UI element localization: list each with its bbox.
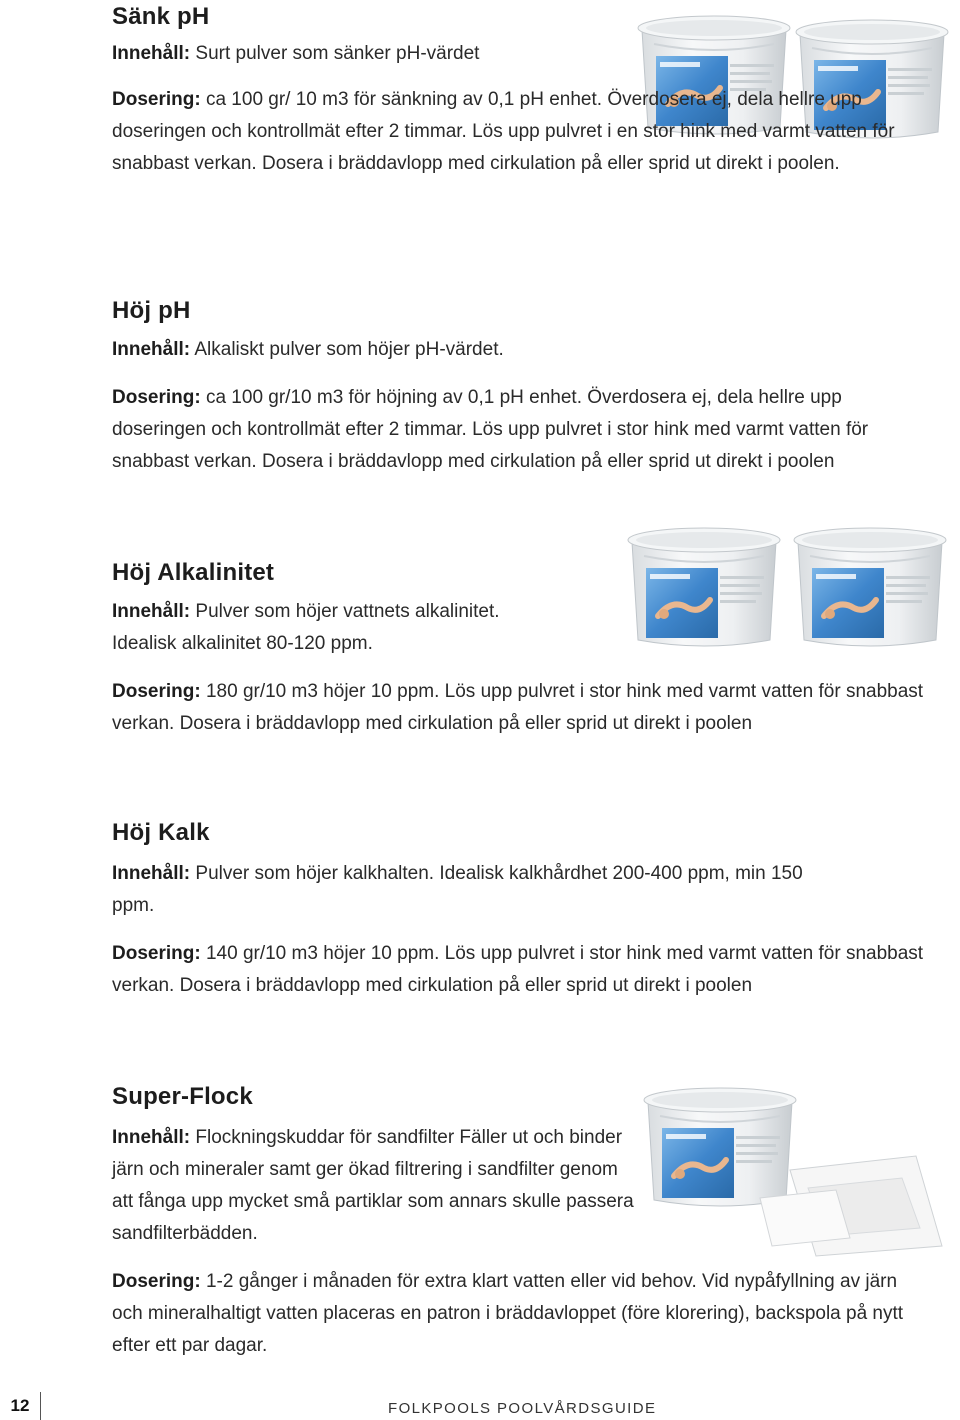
dosering-text: 1-2 gånger i månaden för extra klart vatten eller vid behov. Vid nypåfyllning av järn och mineralhaltigt vatten placeras en patron i bräddavloppet (före klorering), backspola på nytt efter ett par dagar.: [112, 1271, 904, 1356]
innehall-label: Innehåll:: [112, 863, 191, 884]
dosering-paragraph: [112, 84, 912, 180]
section-hoj-alkalinitet: [112, 558, 928, 740]
innehall-text: Pulver som höjer vattnets alkalinitet.: [190, 601, 500, 622]
innehall-text-ideal: Idealisk alkalinitet 80-120 ppm.: [112, 633, 373, 654]
page-number: 12: [0, 1392, 41, 1420]
innehall-text: Pulver som höjer kalkhalten. Idealisk kalkhårdhet 200-400 ppm, min 150 ppm.: [112, 863, 803, 916]
dosering-text: 140 gr/10 m3 höjer 10 ppm. Lös upp pulvret i stor hink med varmt vatten för snabbast verkan. Dosera i bräddavlopp med cirkulation på eller sprid ut direkt i poolen: [112, 943, 924, 996]
dosering-text: ca 100 gr/ 10 m3 för sänkning av 0,1 pH enhet. Överdosera ej, dela hellre upp doseringen och kontrollmät efter 2 timmar. Lös upp pulvret i en stor hink med varmt vatten för snabbast verkan. Dosera i bräddavlopp med cirkulation på eller sprid ut direkt i poolen.: [112, 89, 895, 174]
dosering-label: Dosering:: [112, 89, 201, 110]
section-sank-ph: [112, 2, 895, 180]
dosering-paragraph: [112, 676, 928, 740]
dosering-paragraph: [112, 938, 928, 1002]
section-title: Höj Alkalinitet: [112, 559, 275, 586]
innehall-label: Innehåll:: [112, 43, 191, 64]
dosering-paragraph: [112, 1266, 928, 1362]
section-title: Sänk pH: [112, 3, 210, 30]
dosering-label: Dosering:: [112, 943, 201, 964]
innehall-paragraph: [112, 596, 612, 660]
innehall-label: Innehåll:: [112, 601, 191, 622]
dosering-text: 180 gr/10 m3 höjer 10 ppm. Lös upp pulvret i stor hink med varmt vatten för snabbast verkan. Dosera i bräddavlopp med cirkulation på eller sprid ut direkt i poolen: [112, 681, 924, 734]
innehall-paragraph: [112, 38, 632, 70]
section-title: Super-Flock: [112, 1083, 253, 1110]
innehall-paragraph: [112, 334, 928, 366]
innehall-paragraph: [112, 858, 832, 922]
innehall-text: Alkaliskt pulver som höjer pH-värdet.: [190, 339, 504, 360]
section-hoj-ph: [112, 296, 928, 478]
innehall-label: Innehåll:: [112, 1127, 191, 1148]
innehall-paragraph: [112, 1122, 636, 1250]
dosering-paragraph: [112, 382, 928, 478]
innehall-text: Flockningskuddar för sandfilter Fäller ut och binder järn och mineraler samt ger ökad filtrering i sandfilter genom att fånga upp mycket små partiklar som annars skulle passera sandfilterbädden.: [112, 1127, 634, 1244]
section-title: Höj pH: [112, 297, 191, 324]
guide-title: FOLKPOOLS POOLVÅRDSGUIDE: [388, 1400, 657, 1417]
dosering-label: Dosering:: [112, 387, 201, 408]
dosering-label: Dosering:: [112, 681, 201, 702]
section-super-flock: [112, 1082, 928, 1362]
dosering-text: ca 100 gr/10 m3 för höjning av 0,1 pH enhet. Överdosera ej, dela hellre upp doseringen och kontrollmät efter 2 timmar. Lös upp pulvret i stor hink med varmt vatten för snabbast verkan. Dosera i bräddavlopp med cirkulation på eller sprid ut direkt i poolen: [112, 387, 869, 472]
innehall-label: Innehåll:: [112, 339, 191, 360]
section-hoj-kalk: [112, 818, 928, 1002]
section-title: Höj Kalk: [112, 819, 210, 846]
dosering-label: Dosering:: [112, 1271, 201, 1292]
innehall-text: Surt pulver som sänker pH-värdet: [190, 43, 480, 64]
